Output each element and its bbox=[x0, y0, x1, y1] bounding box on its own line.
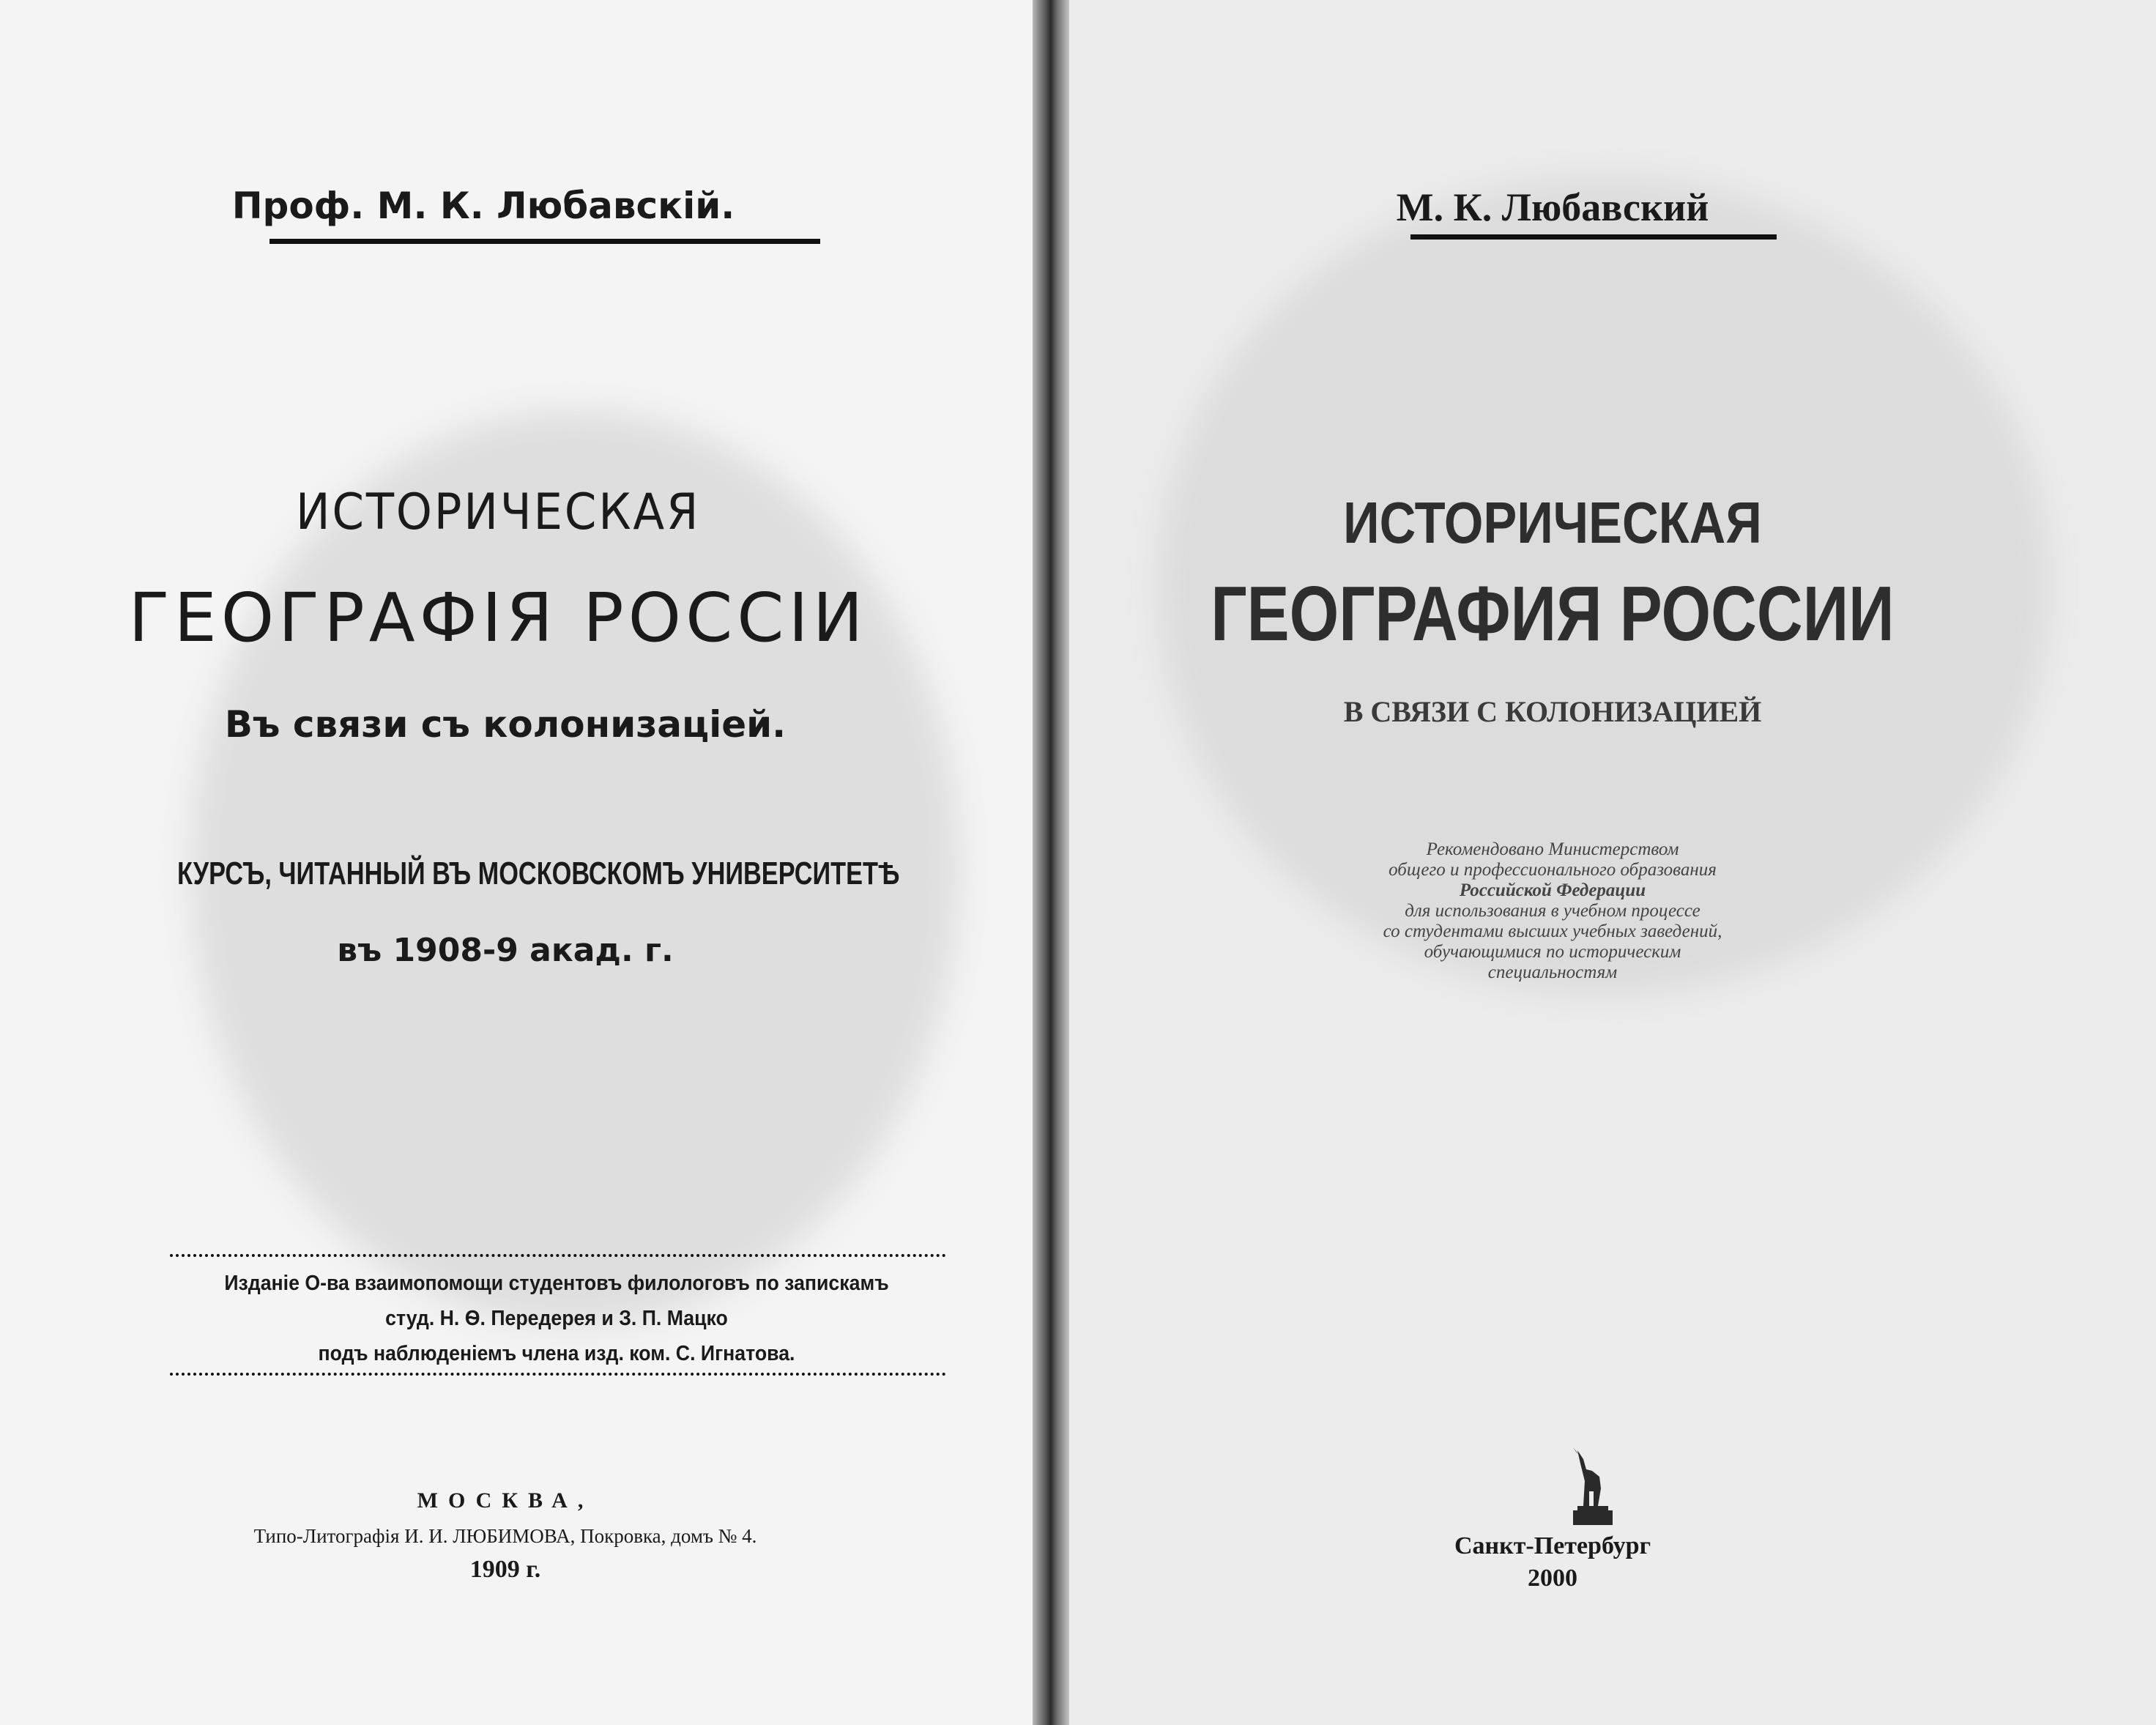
left-city: МОСКВА, bbox=[417, 1488, 594, 1513]
right-title-line2: ГЕОГРАФИЯ РОССИИ bbox=[1211, 571, 1895, 657]
right-city: Санкт-Петербург bbox=[1454, 1532, 1651, 1559]
right-author: М. К. Любавский bbox=[1396, 185, 1709, 229]
edition-bottom-rule bbox=[170, 1373, 946, 1376]
left-author: Проф. М. К. Любавскій. bbox=[231, 185, 735, 227]
doe-logo-icon bbox=[1567, 1447, 1618, 1528]
right-subtitle: В СВЯЗИ С КОЛОНИЗАЦИЕЙ bbox=[1343, 695, 1762, 728]
right-title-block bbox=[1157, 0, 2065, 1725]
recommendation-line-7: специальностям bbox=[1487, 962, 1618, 982]
left-printer: Типо-Литографія И. И. ЛЮБИМОВА, Покровка, домъ № 4. bbox=[253, 1525, 757, 1547]
author-underline bbox=[270, 239, 820, 244]
recommendation-line-3: Российской Федерации bbox=[1459, 880, 1646, 900]
right-page bbox=[1069, 0, 2156, 1725]
right-title-line1: ИСТОРИЧЕСКАЯ bbox=[1343, 490, 1762, 555]
recommendation-line-2: общего и профессионального образования bbox=[1389, 860, 1717, 880]
author-underline bbox=[1410, 234, 1777, 240]
left-title-block bbox=[128, 0, 967, 1725]
recommendation-line-1: Рекомендовано Министерством bbox=[1426, 839, 1679, 859]
recommendation-line-5: со студентами высших учебных заведений, bbox=[1383, 921, 1722, 941]
edition-line-3: подъ наблюденіемъ члена изд. ком. С. Игнатова. bbox=[318, 1342, 795, 1365]
book-gutter bbox=[1033, 0, 1069, 1725]
left-page bbox=[0, 0, 1033, 1725]
recommendation-line-6: обучающимися по историческим bbox=[1424, 942, 1681, 962]
right-year: 2000 bbox=[1528, 1565, 1577, 1592]
edition-top-rule bbox=[170, 1254, 946, 1257]
left-title-line2: ГЕОГРАФІЯ РОССІИ bbox=[128, 579, 868, 657]
edition-line-1: Изданіе О-ва взаимопомощи студентовъ филологовъ по запискамъ bbox=[224, 1272, 889, 1295]
left-title-line1: ИСТОРИЧЕСКАЯ bbox=[295, 483, 701, 541]
left-course-line: КУРСЪ, ЧИТАННЫЙ ВЪ МОСКОВСКОМЪ УНИВЕРСИТЕТѢ bbox=[177, 856, 900, 891]
recommendation-line-4: для использования в учебном процессе bbox=[1405, 901, 1700, 921]
left-year-line: въ 1908-9 акад. г. bbox=[337, 932, 674, 969]
left-year: 1909 г. bbox=[469, 1556, 541, 1583]
left-subtitle: Въ связи съ колонизаціей. bbox=[224, 703, 787, 746]
edition-line-2: студ. Н. Ѳ. Передерея и З. П. Мацко bbox=[385, 1307, 728, 1330]
